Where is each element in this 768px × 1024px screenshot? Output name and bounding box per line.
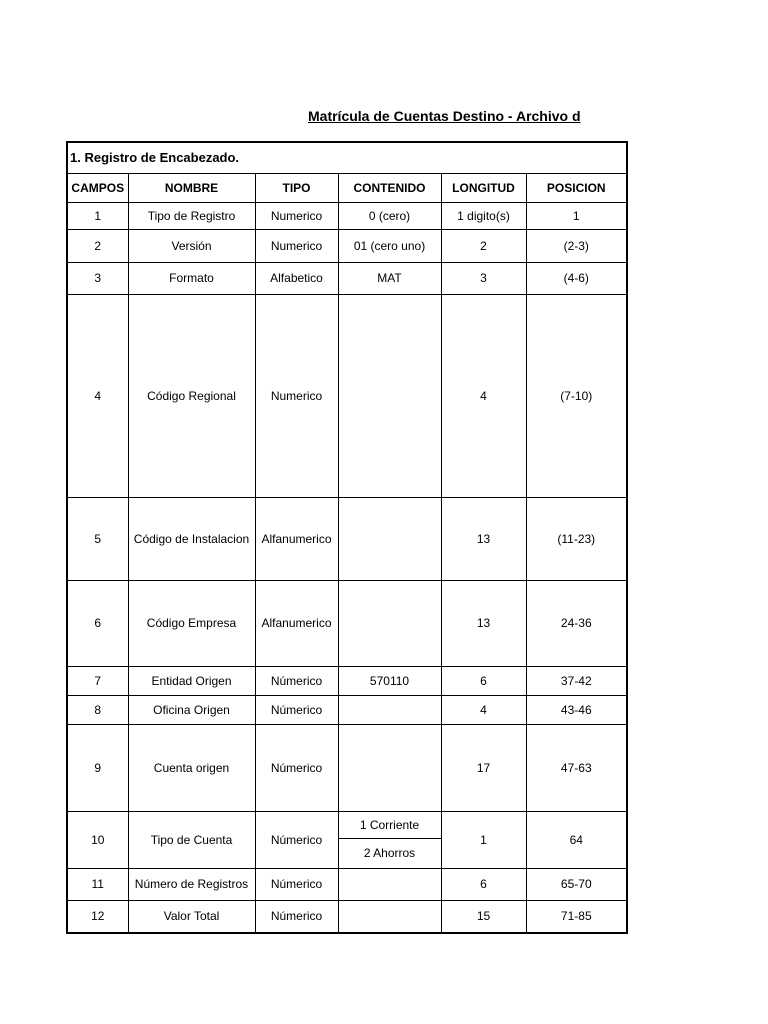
cell-campo: 10 xyxy=(67,811,128,868)
cell-nombre: Tipo de Registro xyxy=(128,202,255,229)
cell-posicion: (2-3) xyxy=(526,229,627,262)
cell-campo: 3 xyxy=(67,262,128,294)
document-title: Matrícula de Cuentas Destino - Archivo d xyxy=(308,108,581,124)
cell-nombre: Número de Registros xyxy=(128,868,255,900)
cell-campo: 6 xyxy=(67,580,128,666)
cell-posicion: (7-10) xyxy=(526,294,627,497)
table-row xyxy=(67,695,627,724)
cell-longitud: 13 xyxy=(441,580,526,666)
table-row xyxy=(67,811,627,868)
cell-contenido: 570110 xyxy=(338,666,441,695)
cell-longitud: 1 xyxy=(441,811,526,868)
header-contenido: CONTENIDO xyxy=(338,173,441,202)
cell-tipo: Alfanumerico xyxy=(255,497,338,580)
section-row xyxy=(67,142,627,173)
header-longitud: LONGITUD xyxy=(441,173,526,202)
cell-longitud: 6 xyxy=(441,868,526,900)
cell-tipo: Numerico xyxy=(255,294,338,497)
cell-tipo: Númerico xyxy=(255,724,338,811)
cell-contenido xyxy=(338,580,441,666)
cell-campo: 9 xyxy=(67,724,128,811)
header-campos: CAMPOS xyxy=(67,173,128,202)
cell-contenido: 0 (cero) xyxy=(338,202,441,229)
cell-contenido xyxy=(338,868,441,900)
cell-posicion: 43-46 xyxy=(526,695,627,724)
cell-nombre: Entidad Origen xyxy=(128,666,255,695)
cell-nombre: Código Regional xyxy=(128,294,255,497)
cell-nombre: Oficina Origen xyxy=(128,695,255,724)
cell-posicion: 1 xyxy=(526,202,627,229)
cell-campo: 5 xyxy=(67,497,128,580)
cell-nombre: Cuenta origen xyxy=(128,724,255,811)
header-row xyxy=(67,173,627,202)
cell-tipo: Numerico xyxy=(255,229,338,262)
header-tipo: TIPO xyxy=(255,173,338,202)
cell-tipo: Numerico xyxy=(255,202,338,229)
cell-tipo: Númerico xyxy=(255,695,338,724)
cell-campo: 12 xyxy=(67,900,128,933)
cell-contenido-option: 2 Ahorros xyxy=(339,839,441,868)
table-row xyxy=(67,666,627,695)
table-viewport xyxy=(66,141,606,934)
header-nombre: NOMBRE xyxy=(128,173,255,202)
cell-longitud: 13 xyxy=(441,497,526,580)
table-row xyxy=(67,202,627,229)
cell-nombre: Formato xyxy=(128,262,255,294)
table-row xyxy=(67,497,627,580)
cell-tipo: Alfanumerico xyxy=(255,580,338,666)
cell-campo: 11 xyxy=(67,868,128,900)
cell-posicion: 64 xyxy=(526,811,627,868)
cell-contenido xyxy=(338,497,441,580)
cell-tipo: Alfabetico xyxy=(255,262,338,294)
cell-longitud: 1 digito(s) xyxy=(441,202,526,229)
cell-contenido: 01 (cero uno) xyxy=(338,229,441,262)
cell-longitud: 17 xyxy=(441,724,526,811)
cell-longitud: 3 xyxy=(441,262,526,294)
cell-tipo: Númerico xyxy=(255,868,338,900)
cell-longitud: 4 xyxy=(441,695,526,724)
cell-contenido-option: 1 Corriente xyxy=(359,817,420,832)
cell-posicion: 47-63 xyxy=(526,724,627,811)
cell-tipo: Númerico xyxy=(255,811,338,868)
cell-nombre: Código de Instalacion xyxy=(128,497,255,580)
cell-nombre: Código Empresa xyxy=(128,580,255,666)
cell-nombre: Versión xyxy=(128,229,255,262)
cell-nombre: Tipo de Cuenta xyxy=(128,811,255,868)
table-row xyxy=(67,229,627,262)
cell-nombre: Valor Total xyxy=(128,900,255,933)
cell-contenido xyxy=(338,294,441,497)
cell-contenido xyxy=(338,811,441,868)
cell-posicion: (11-23) xyxy=(526,497,627,580)
cell-campo: 8 xyxy=(67,695,128,724)
cell-posicion: 24-36 xyxy=(526,580,627,666)
cell-tipo: Númerico xyxy=(255,900,338,933)
table-row xyxy=(67,900,627,933)
field-table xyxy=(66,141,628,934)
cell-contenido xyxy=(338,695,441,724)
cell-campo: 2 xyxy=(67,229,128,262)
section-title: 1. Registro de Encabezado. xyxy=(70,150,240,166)
header-posicion: POSICION xyxy=(526,173,627,202)
cell-posicion: 37-42 xyxy=(526,666,627,695)
table-row xyxy=(67,262,627,294)
cell-posicion: 71-85 xyxy=(526,900,627,933)
table-row xyxy=(67,294,627,497)
cell-campo: 1 xyxy=(67,202,128,229)
cell-tipo: Númerico xyxy=(255,666,338,695)
cell-posicion: (4-6) xyxy=(526,262,627,294)
cell-campo: 7 xyxy=(67,666,128,695)
cell-longitud: 6 xyxy=(441,666,526,695)
cell-longitud: 2 xyxy=(441,229,526,262)
table-row xyxy=(67,580,627,666)
cell-longitud: 15 xyxy=(441,900,526,933)
cell-contenido xyxy=(338,724,441,811)
cell-contenido xyxy=(338,900,441,933)
cell-campo: 4 xyxy=(67,294,128,497)
cell-posicion: 65-70 xyxy=(526,868,627,900)
table-row xyxy=(67,724,627,811)
cell-longitud: 4 xyxy=(441,294,526,497)
table-row xyxy=(67,868,627,900)
cell-contenido: MAT xyxy=(338,262,441,294)
